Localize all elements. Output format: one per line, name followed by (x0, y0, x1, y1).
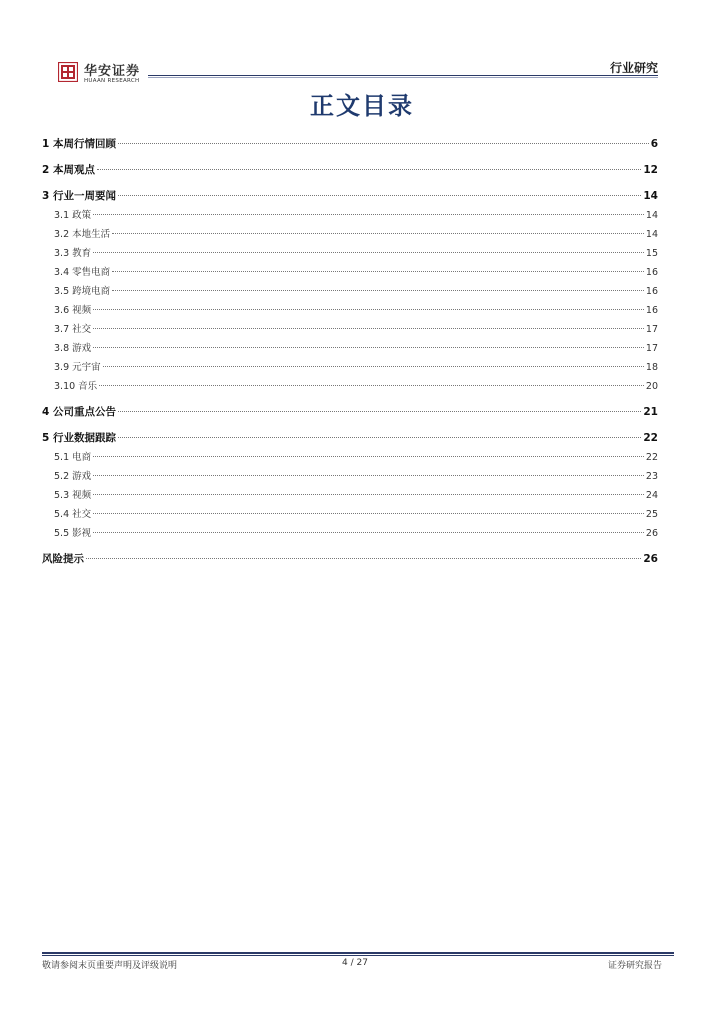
toc-entry-label: 3.8 游戏 (54, 343, 92, 354)
toc-entry[interactable] (42, 225, 658, 244)
toc-entry-page: 23 (645, 471, 658, 482)
toc-entry-page: 15 (645, 248, 658, 259)
toc-leader-dots (103, 366, 644, 367)
toc-entry[interactable] (42, 467, 658, 486)
toc-leader-dots (118, 143, 649, 144)
toc-entry[interactable] (42, 377, 658, 396)
toc-entry-page: 16 (645, 305, 658, 316)
brand-name: 华安证券 (84, 64, 141, 79)
toc-leader-dots (93, 252, 644, 253)
toc-entry-label: 3.5 跨境电商 (54, 286, 111, 297)
toc-entry-label: 5.3 视频 (54, 490, 92, 501)
toc-entry[interactable] (42, 301, 658, 320)
toc-entry-page: 22 (645, 452, 658, 463)
toc-entry-page: 14 (645, 210, 658, 221)
toc-entry[interactable] (42, 282, 658, 301)
toc-leader-dots (118, 411, 641, 412)
toc-leader-dots (93, 328, 644, 329)
toc-entry[interactable] (42, 429, 658, 448)
toc-leader-dots (112, 271, 644, 272)
report-type: 证券研究报告 (607, 961, 662, 971)
header-divider-thin (148, 77, 658, 78)
toc-entry-page: 14 (643, 190, 658, 202)
toc-entry-label: 4 公司重点公告 (42, 406, 116, 418)
toc-entry-page: 26 (645, 528, 658, 539)
toc-entry-label: 5.1 电商 (54, 452, 92, 463)
toc-leader-dots (118, 437, 641, 438)
toc-leader-dots (93, 532, 644, 533)
toc-entry[interactable] (42, 206, 658, 225)
toc-entry-label: 5.5 影视 (54, 528, 92, 539)
toc-leader-dots (99, 385, 644, 386)
toc-entry-label: 3.7 社交 (54, 324, 92, 335)
toc-entry-page: 20 (645, 381, 658, 392)
header-divider (148, 75, 658, 76)
toc-leader-dots (93, 309, 644, 310)
toc-entry-page: 17 (645, 324, 658, 335)
toc-entry[interactable] (42, 448, 658, 467)
page-number: 4 / 27 (342, 958, 368, 968)
toc-entry-page: 6 (650, 138, 658, 150)
toc-leader-dots (93, 494, 644, 495)
toc-entry-label: 3.4 零售电商 (54, 267, 111, 278)
toc-entry-label: 5 行业数据跟踪 (42, 432, 116, 444)
toc-entry-label: 1 本周行情回顾 (42, 138, 116, 150)
toc-entry-label: 3.2 本地生活 (54, 229, 111, 240)
toc-entry-page: 18 (645, 362, 658, 373)
toc-entry-page: 12 (643, 164, 658, 176)
footer-divider-thin (42, 955, 674, 956)
toc-entry-page: 21 (643, 406, 658, 418)
toc-leader-dots (93, 214, 644, 215)
table-of-contents (42, 128, 658, 569)
toc-entry[interactable] (42, 320, 658, 339)
toc-entry[interactable] (42, 550, 658, 569)
toc-entry-label: 3 行业一周要闻 (42, 190, 116, 202)
toc-entry-label: 5.2 游戏 (54, 471, 92, 482)
huaan-seal-icon (58, 62, 78, 82)
toc-entry[interactable] (42, 161, 658, 180)
toc-entry[interactable] (42, 486, 658, 505)
toc-entry-page: 26 (643, 553, 658, 565)
toc-entry-page: 16 (645, 267, 658, 278)
toc-leader-dots (118, 195, 641, 196)
page-title: 正文目录 (310, 92, 414, 120)
toc-entry[interactable] (42, 403, 658, 422)
toc-entry[interactable] (42, 187, 658, 206)
toc-entry-page: 16 (645, 286, 658, 297)
toc-entry-label: 风险提示 (42, 553, 84, 565)
toc-entry-label: 3.1 政策 (54, 210, 92, 221)
toc-entry-page: 17 (645, 343, 658, 354)
section-label: 行业研究 (609, 61, 658, 75)
toc-entry[interactable] (42, 358, 658, 377)
toc-entry[interactable] (42, 524, 658, 543)
toc-entry-page: 25 (645, 509, 658, 520)
toc-entry-page: 22 (643, 432, 658, 444)
page-header (42, 56, 674, 86)
toc-entry[interactable] (42, 505, 658, 524)
toc-leader-dots (97, 169, 641, 170)
toc-leader-dots (93, 456, 644, 457)
toc-entry-page: 24 (645, 490, 658, 501)
toc-leader-dots (112, 233, 644, 234)
toc-leader-dots (93, 475, 644, 476)
toc-entry-label: 3.10 音乐 (54, 381, 98, 392)
footer-divider (42, 952, 674, 954)
toc-leader-dots (86, 558, 641, 559)
toc-entry[interactable] (42, 263, 658, 282)
brand-name-en: HUAAN RESEARCH (84, 78, 140, 84)
footer-disclaimer: 敬请参阅末页重要声明及评级说明 (42, 961, 178, 971)
toc-entry[interactable] (42, 135, 658, 154)
toc-entry-label: 3.9 元宇宙 (54, 362, 101, 373)
toc-entry-page: 14 (645, 229, 658, 240)
toc-entry-label: 3.6 视频 (54, 305, 92, 316)
toc-entry-label: 3.3 教育 (54, 248, 92, 259)
toc-leader-dots (112, 290, 644, 291)
toc-entry-label: 5.4 社交 (54, 509, 92, 520)
toc-leader-dots (93, 513, 644, 514)
toc-entry-label: 2 本周观点 (42, 164, 95, 176)
toc-leader-dots (93, 347, 644, 348)
toc-entry[interactable] (42, 244, 658, 263)
toc-entry[interactable] (42, 339, 658, 358)
